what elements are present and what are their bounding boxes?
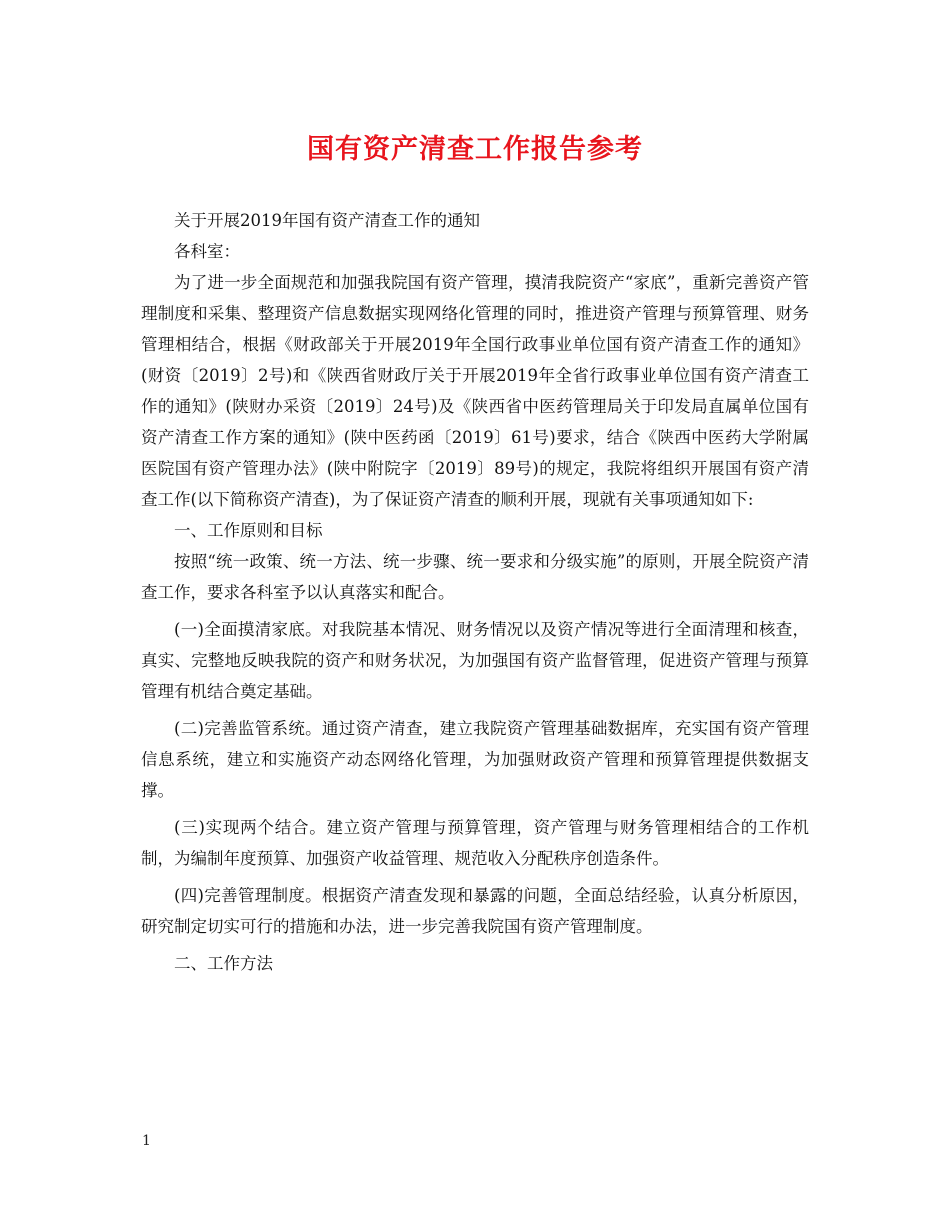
goal-paragraph-3: (三)实现两个结合。建立资产管理与预算管理，资产管理与财务管理相结合的工作机制，为编制年度预算、加强资产收益管理、规范收入分配秩序创造条件。 [141, 818, 809, 868]
section-heading-principles: 一、工作原则和目标 [174, 521, 323, 540]
goal-paragraph-1: (一)全面摸清家底。对我院基本情况、财务情况以及资产情况等进行全面清理和核查，真实、完整地反映我院的资产和财务状况，为加强国有资产监督管理，促进资产管理与预算管理有机结合奠定基础。 [141, 620, 809, 701]
goal-paragraph-2: (二)完善监管系统。通过资产清查，建立我院资产管理基础数据库，充实国有资产管理信息系统，建立和实施资产动态网络化管理，为加强财政资产管理和预算管理提供数据支撑。 [141, 719, 809, 800]
notice-heading: 关于开展2019年国有资产清查工作的通知 [174, 211, 480, 230]
goal-paragraph-4: (四)完善管理制度。根据资产清查发现和暴露的问题，全面总结经验，认真分析原因，研究制定切实可行的措施和办法，进一步完善我院国有资产管理制度。 [141, 886, 809, 936]
page-number: 1 [142, 1133, 151, 1149]
document-body [141, 205, 809, 979]
intro-paragraph: 为了进一步全面规范和加强我院国有资产管理，摸清我院资产“家底”，重新完善资产管理制度和采集、整理资产信息数据实现网络化管理的同时，推进资产管理与预算管理、财务管理相结合，根据《财政部关于开展2019年全国行政事业单位国有资产清查工作的通知》(财资〔2019〕2号)和《陕西省财政厅关于开展2019年全省行政事业单位国有资产清查工作的通知》(陕财办采资〔2019〕24号)及《陕西省中医药管理局关于印发局直属单位国有资产清查工作方案的通知》(陕中医药函〔2019〕61号)要求，结合《陕西中医药大学附属医院国有资产管理办法》(陕中附院字〔2019〕89号)的规定，我院将组织开展国有资产清查工作(以下简称资产清查)，为了保证资产清查的顺利开展，现就有关事项通知如下: [141, 273, 809, 509]
document-title: 国有资产清查工作报告参考 [307, 134, 643, 165]
principles-paragraph: 按照“统一政策、统一方法、统一步骤、统一要求和分级实施”的原则，开展全院资产清查工作，要求各科室予以认真落实和配合。 [141, 552, 809, 602]
section-heading-methods: 二、工作方法 [174, 954, 273, 973]
salutation: 各科室： [174, 242, 240, 261]
